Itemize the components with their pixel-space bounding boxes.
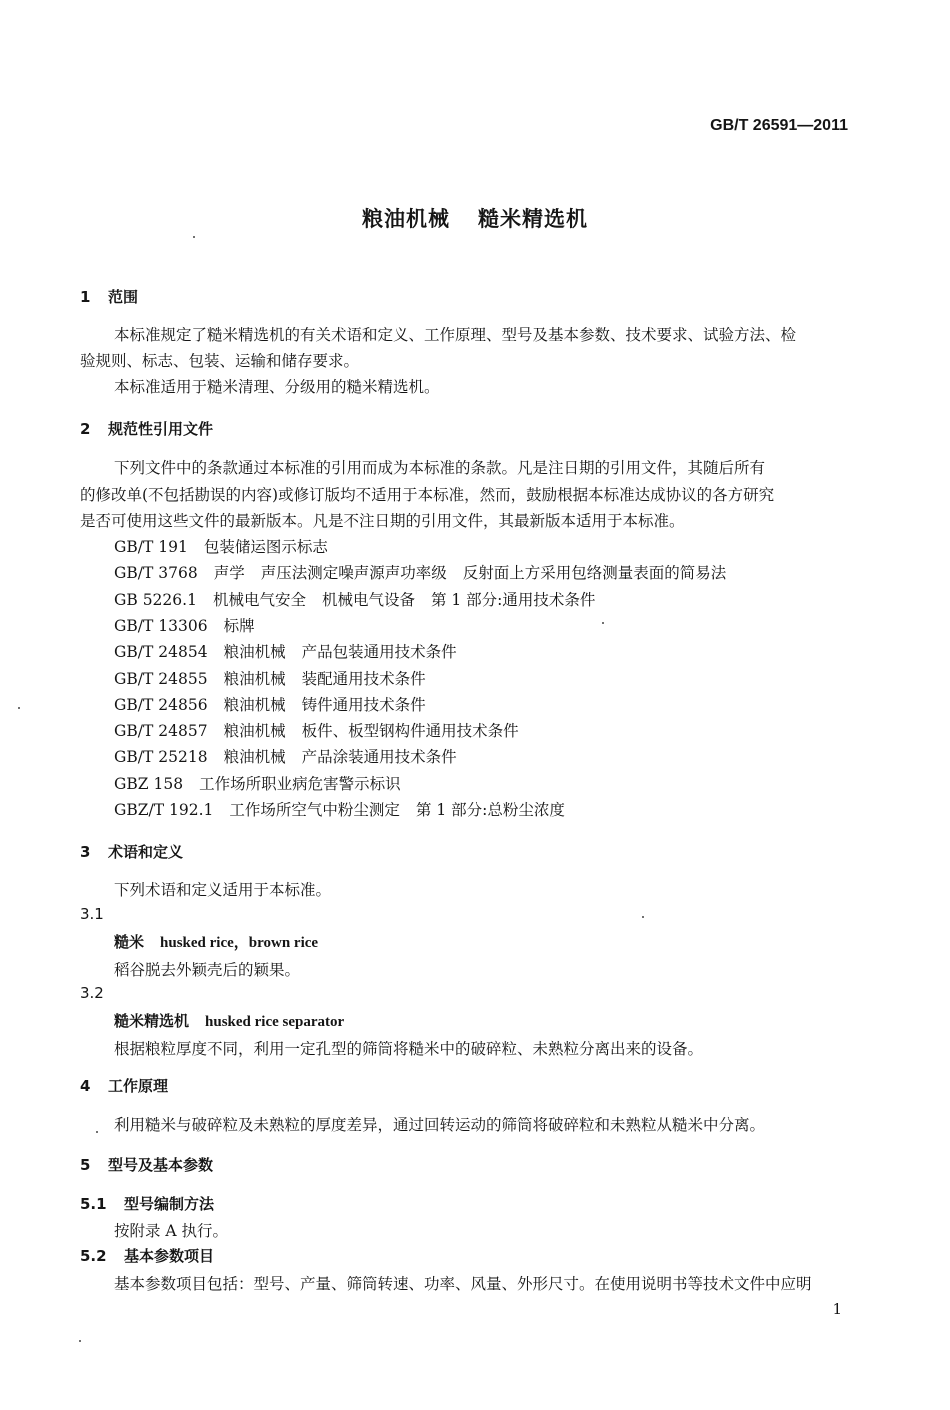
term-heading xyxy=(114,1010,344,1031)
term-cn: 糙米精选机 xyxy=(114,1012,190,1030)
reference-code: GBZ 158 xyxy=(114,774,184,793)
reference-item xyxy=(114,534,344,560)
reference-item xyxy=(114,613,271,639)
standard-code: GB/T 26591—2011 xyxy=(710,117,848,134)
sec1-scope-paragraph: 本标准适用于糙米清理、分级用的糙米精选机。 xyxy=(114,378,440,396)
reference-title: 反射面上方采用包络测量表面的简易法 xyxy=(462,564,727,583)
section-5-heading xyxy=(80,1154,213,1175)
section-number: 3 xyxy=(80,843,91,861)
scan-speck xyxy=(79,1340,81,1342)
section-3-heading xyxy=(80,841,183,862)
reference-title: 第 1 部分:总粉尘浓度 xyxy=(415,801,565,819)
term-en: husked rice separator xyxy=(205,1014,345,1030)
reference-title: 机械电气设备 xyxy=(321,590,415,609)
title-part-2: 糙米精选机 xyxy=(478,207,588,231)
term-definition: 根据粮粒厚度不同，利用一定孔型的筛筒将糙米中的破碎粒、未熟粒分离出来的设备。 xyxy=(114,1040,704,1058)
term-heading xyxy=(114,931,318,952)
reference-code: GB/T 24857 xyxy=(114,722,208,741)
sec2-intro-line: 是否可使用这些文件的最新版本。凡是不注日期的引用文件，其最新版本适用于本标准。 xyxy=(80,512,685,530)
term-number: 3.2 xyxy=(80,984,104,1002)
reference-title: 粮油机械 xyxy=(223,722,286,741)
subsection-number: 5.2 xyxy=(80,1247,107,1265)
reference-title: 粮油机械 xyxy=(223,669,286,688)
subsection-number: 5.1 xyxy=(80,1195,107,1213)
sec3-intro: 下列术语和定义适用于本标准。 xyxy=(114,881,332,899)
sec2-intro-line: 下列文件中的条款通过本标准的引用而成为本标准的条款。凡是注日期的引用文件，其随后所有 xyxy=(114,459,766,477)
reference-code: GB/T 24856 xyxy=(114,695,208,714)
section-number: 5 xyxy=(80,1156,91,1174)
reference-item xyxy=(114,797,581,823)
reference-item xyxy=(114,666,442,692)
reference-title: 粮油机械 xyxy=(223,643,286,662)
scan-speck xyxy=(193,236,195,238)
reference-code: GB/T 24855 xyxy=(114,669,208,688)
subsection-title: 型号编制方法 xyxy=(124,1195,215,1213)
reference-code: GBZ/T 192.1 xyxy=(114,801,214,819)
reference-item xyxy=(114,692,442,718)
subsection-5-1-heading xyxy=(80,1193,214,1214)
reference-title: 包装储运图示标志 xyxy=(203,538,328,556)
subsection-5-2-heading xyxy=(80,1245,214,1266)
subsection-title: 基本参数项目 xyxy=(124,1247,215,1265)
section-number: 1 xyxy=(80,288,91,306)
term-number: 3.1 xyxy=(80,905,104,923)
reference-title: 机械电气安全 xyxy=(212,590,306,609)
term-cn: 糙米 xyxy=(114,933,145,951)
reference-title: 粮油机械 xyxy=(223,748,286,767)
scan-speck xyxy=(96,1131,98,1133)
reference-title: 板件、板型钢构件通用技术条件 xyxy=(301,722,519,741)
subsection-5-2-text: 基本参数项目包括：型号、产量、筛筒转速、功率、风量、外形尺寸。在使用说明书等技术文件中应明 xyxy=(114,1275,812,1293)
sec1-paragraph-line: 验规则、标志、包装、运输和储存要求。 xyxy=(80,352,360,370)
term-en: husked rice，brown rice xyxy=(160,935,319,951)
page-number: 1 xyxy=(832,1300,842,1318)
scan-speck xyxy=(642,916,644,918)
section-title: 规范性引用文件 xyxy=(108,420,214,438)
reference-item xyxy=(114,560,742,586)
section-number: 2 xyxy=(80,420,91,438)
scan-speck xyxy=(602,622,604,624)
section-title: 术语和定义 xyxy=(108,843,184,861)
sec1-paragraph-line: 本标准规定了糙米精选机的有关术语和定义、工作原理、型号及基本参数、技术要求、试验方法、检 xyxy=(114,326,797,344)
reference-code: GB/T 3768 xyxy=(114,564,198,583)
title-part-1: 粮油机械 xyxy=(362,207,450,231)
reference-item xyxy=(114,718,535,744)
reference-item xyxy=(114,744,473,770)
section-title: 工作原理 xyxy=(108,1077,169,1095)
reference-title: 工作场所职业病危害警示标识 xyxy=(199,774,401,793)
reference-title: 产品包装通用技术条件 xyxy=(301,643,457,662)
reference-title: 标牌 xyxy=(223,616,255,635)
reference-title: 工作场所空气中粉尘测定 xyxy=(229,801,400,819)
reference-title: 粮油机械 xyxy=(223,695,286,714)
section-title: 范围 xyxy=(108,288,139,306)
reference-code: GB/T 24854 xyxy=(114,643,208,662)
reference-title: 第 1 部分:通用技术条件 xyxy=(430,590,596,609)
reference-title: 声压法测定噪声源声功率级 xyxy=(260,564,447,583)
reference-item xyxy=(114,771,417,797)
sec4-paragraph: 利用糙米与破碎粒及未熟粒的厚度差异，通过回转运动的筛筒将破碎粒和未熟粒从糙米中分离。 xyxy=(114,1116,766,1134)
reference-item xyxy=(114,639,473,665)
section-4-heading xyxy=(80,1075,168,1096)
reference-code: GB/T 25218 xyxy=(114,748,208,767)
reference-title: 声学 xyxy=(213,564,245,583)
reference-title: 产品涂装通用技术条件 xyxy=(301,748,457,767)
reference-item xyxy=(114,587,611,613)
document-title xyxy=(0,203,950,233)
reference-code: GB 5226.1 xyxy=(114,590,197,609)
section-1-heading xyxy=(80,286,138,307)
sec2-intro-line: 的修改单(不包括勘误的内容)或修订版均不适用于本标准，然而，鼓励根据本标准达成协议的各方研究 xyxy=(80,486,775,504)
reference-title: 铸件通用技术条件 xyxy=(301,695,426,714)
term-definition: 稻谷脱去外颖壳后的颖果。 xyxy=(114,961,301,979)
scan-speck xyxy=(18,707,20,709)
subsection-5-1-text: 按附录 A 执行。 xyxy=(114,1222,229,1240)
reference-code: GB/T 191 xyxy=(114,538,188,556)
section-2-heading xyxy=(80,418,213,439)
reference-code: GB/T 13306 xyxy=(114,616,208,635)
reference-title: 装配通用技术条件 xyxy=(301,669,426,688)
section-number: 4 xyxy=(80,1077,91,1095)
section-title: 型号及基本参数 xyxy=(108,1156,214,1174)
